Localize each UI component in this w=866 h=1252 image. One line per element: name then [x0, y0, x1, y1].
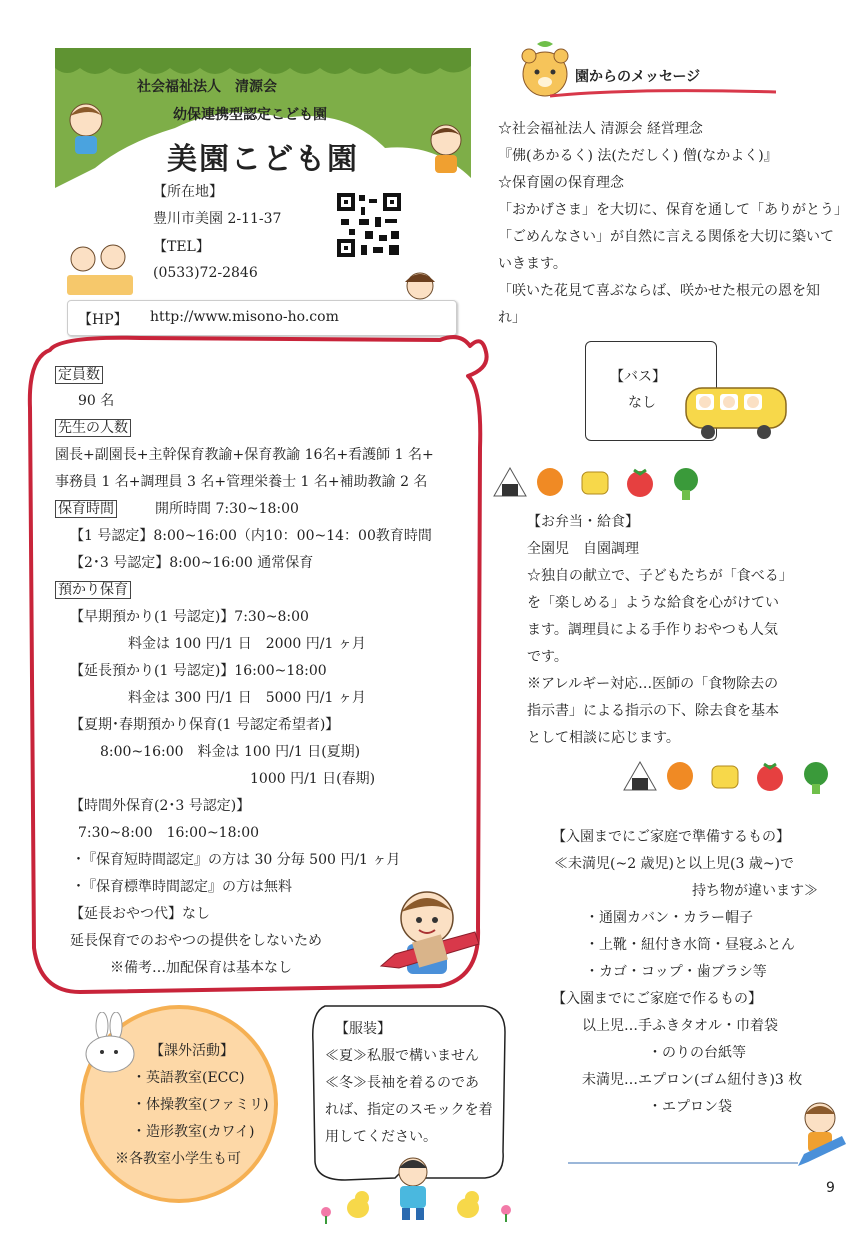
prep-note: 持ち物が違います≫ [692, 883, 818, 899]
bus-heading: 【バス】 [610, 369, 666, 385]
capacity-heading: 定員数 [55, 362, 103, 389]
staff-heading: 先生の人数 [55, 415, 131, 442]
school-header-card [55, 48, 471, 346]
clothing-heading: 【服装】 [335, 1021, 391, 1037]
food-characters-decoration [490, 462, 715, 504]
extended-line: 1000 円/1 日(春期) [250, 771, 376, 787]
capacity-value: 90 名 [78, 393, 115, 409]
child-illustration-icon [61, 100, 111, 158]
extended-line: 【延長おやつ代】なし [70, 906, 210, 922]
lunch-line: 全園児 自園調理 [527, 541, 639, 557]
children-eating-icon [65, 243, 135, 298]
lunch-line: ます。調理員による手作りおやつも人気 [527, 622, 778, 638]
prep-item: ・通園カバン・カラー帽子 [585, 910, 753, 926]
lunch-section [527, 509, 827, 752]
title-underline-decoration [548, 84, 778, 102]
make-item: ・のりの台紙等 [648, 1045, 746, 1061]
make-item: 以上児…手ふきタオル・巾着袋 [582, 1018, 778, 1034]
extended-line: 8:00~16:00 料金は 100 円/1 日(夏期) [100, 744, 361, 760]
hours-heading: 保育時間 [55, 496, 117, 523]
girl-face-icon [395, 268, 445, 300]
message-line: れ」 [498, 310, 526, 326]
message-line: 「ごめんなさい」が自然に言える関係を大切に築いて [498, 229, 834, 245]
prep-item: ・カゴ・コップ・歯ブラシ等 [585, 964, 767, 980]
extended-line: 【時間外保育(2･3 号認定)】 [70, 798, 251, 814]
extended-line: ･『保育標準時間認定』の方は無料 [75, 879, 292, 895]
extended-line: 延長保育でのおやつの提供をしないため [70, 933, 322, 949]
school-bus-icon [682, 380, 792, 444]
lunch-line: として相談に応じます。 [527, 730, 680, 746]
prep-note: ≪未満児(~2 歳児)と以上児(3 歳~)で [554, 856, 795, 872]
qr-code-icon[interactable] [335, 191, 403, 259]
lunch-line: 指示書」による指示の下、除去食を基本 [527, 703, 779, 719]
lunch-line: を「楽しめる」ような給食を心がけてい [527, 595, 779, 611]
lunch-line: ☆独自の献立で、子どもたちが「食べる」 [527, 568, 793, 584]
prep-heading: 【入園までにご家庭で準備するもの】 [552, 829, 790, 845]
extended-heading: 預かり保育 [55, 577, 131, 604]
message-line: 『佛(あかるく) 法(ただしく) 僧(なかよく)』 [498, 148, 778, 164]
extended-line: 料金は 100 円/1 日 2000 円/1 ヶ月 [128, 636, 366, 652]
clubs-heading: 【課外活動】 [150, 1043, 234, 1059]
tel-value: (0533)72-2846 [153, 265, 258, 281]
hp-url[interactable]: http://www.misono-ho.com [150, 309, 339, 325]
school-type: 幼保連携型認定こども園 [173, 107, 327, 123]
message-line: ☆保育園の保育理念 [498, 175, 624, 191]
extended-line: ･『保育短時間認定』の方は 30 分毎 500 円/1 ヶ月 [75, 852, 401, 868]
hours-opening: 開所時間 7:30~18:00 [155, 501, 299, 517]
clothing-line: ≪夏≫私服で構いません [325, 1048, 479, 1064]
message-body [498, 116, 858, 332]
prep-item: ・上靴・紐付き水筒・昼寝ふとん [585, 937, 795, 953]
clothing-line: ≪冬≫長袖を着るのであ [325, 1075, 479, 1091]
extended-line: 7:30~8:00 16:00~18:00 [78, 825, 260, 841]
make-item: 未満児…エプロン(ゴム紐付き)3 枚 [582, 1072, 803, 1088]
address-heading: 【所在地】 [153, 184, 223, 200]
food-characters-decoration [620, 756, 845, 798]
clubs-note: ※各教室小学生も可 [115, 1151, 241, 1167]
club-item: ・英語教室(ECC) [132, 1070, 245, 1086]
extended-line: 【早期預かり(1 号認定)】7:30~8:00 [70, 609, 309, 625]
lunch-line: ※アレルギー対応…医師の「食物除去の [527, 676, 779, 692]
lunch-heading: 【お弁当・給食】 [527, 514, 639, 530]
club-item: ・造形教室(カワイ) [132, 1124, 255, 1140]
page-number: 9 [826, 1180, 835, 1196]
divider-line [568, 1160, 798, 1166]
extended-line: ※備考…加配保育は基本なし [110, 960, 292, 976]
message-line: いきます。 [498, 256, 567, 272]
club-item: ・体操教室(ファミリ) [132, 1097, 269, 1113]
extended-line: 【夏期･春期預かり保育(1 号認定希望者)】 [70, 717, 340, 733]
staff-line: 園長+副園長+主幹保育教諭+保育教諭 16名+看護師 1 名+ [55, 447, 434, 463]
make-heading: 【入園までにご家庭で作るもの】 [552, 991, 762, 1007]
tel-heading: 【TEL】 [153, 239, 210, 255]
hours-line: 【1 号認定】8:00~16:00（内10：00~14：00教育時間 [70, 528, 432, 544]
staff-line: 事務員 1 名+調理員 3 名+管理栄養士 1 名+補助教諭 2 名 [55, 474, 428, 490]
message-line: 「おかげさま」を大切に、保育を通して「ありがとう」 [498, 202, 848, 218]
message-line: 「咲いた花見て喜ぶならば、咲かせた根元の恩を知 [498, 283, 820, 299]
child-with-pencil-icon [790, 1098, 850, 1170]
make-item: ・エプロン袋 [648, 1099, 732, 1115]
clothing-line: れば、指定のスモックを着 [325, 1102, 493, 1118]
hours-line: 【2･3 号認定】8:00~16:00 通常保育 [70, 555, 314, 571]
extended-line: 料金は 300 円/1 日 5000 円/1 ヶ月 [128, 690, 366, 706]
boy-with-crayon-icon [375, 882, 485, 992]
clothing-line: 用してください。 [325, 1129, 437, 1145]
message-title: 園からのメッセージ [575, 69, 701, 85]
message-line: ☆社会福祉法人 清源会 経営理念 [498, 121, 703, 137]
school-name: 美園こども園 [167, 142, 359, 177]
lunch-line: です。 [527, 649, 568, 665]
address-value: 豊川市美園 2-11-37 [153, 211, 282, 227]
hp-label: 【HP】 [78, 312, 128, 328]
child-illustration-icon [423, 120, 469, 178]
child-and-chicks-icon [318, 1152, 518, 1224]
bus-value: なし [628, 395, 656, 411]
extended-line: 【延長預かり(1 号認定)】16:00~18:00 [70, 663, 327, 679]
corporation-name: 社会福祉法人 清源会 [137, 79, 277, 95]
